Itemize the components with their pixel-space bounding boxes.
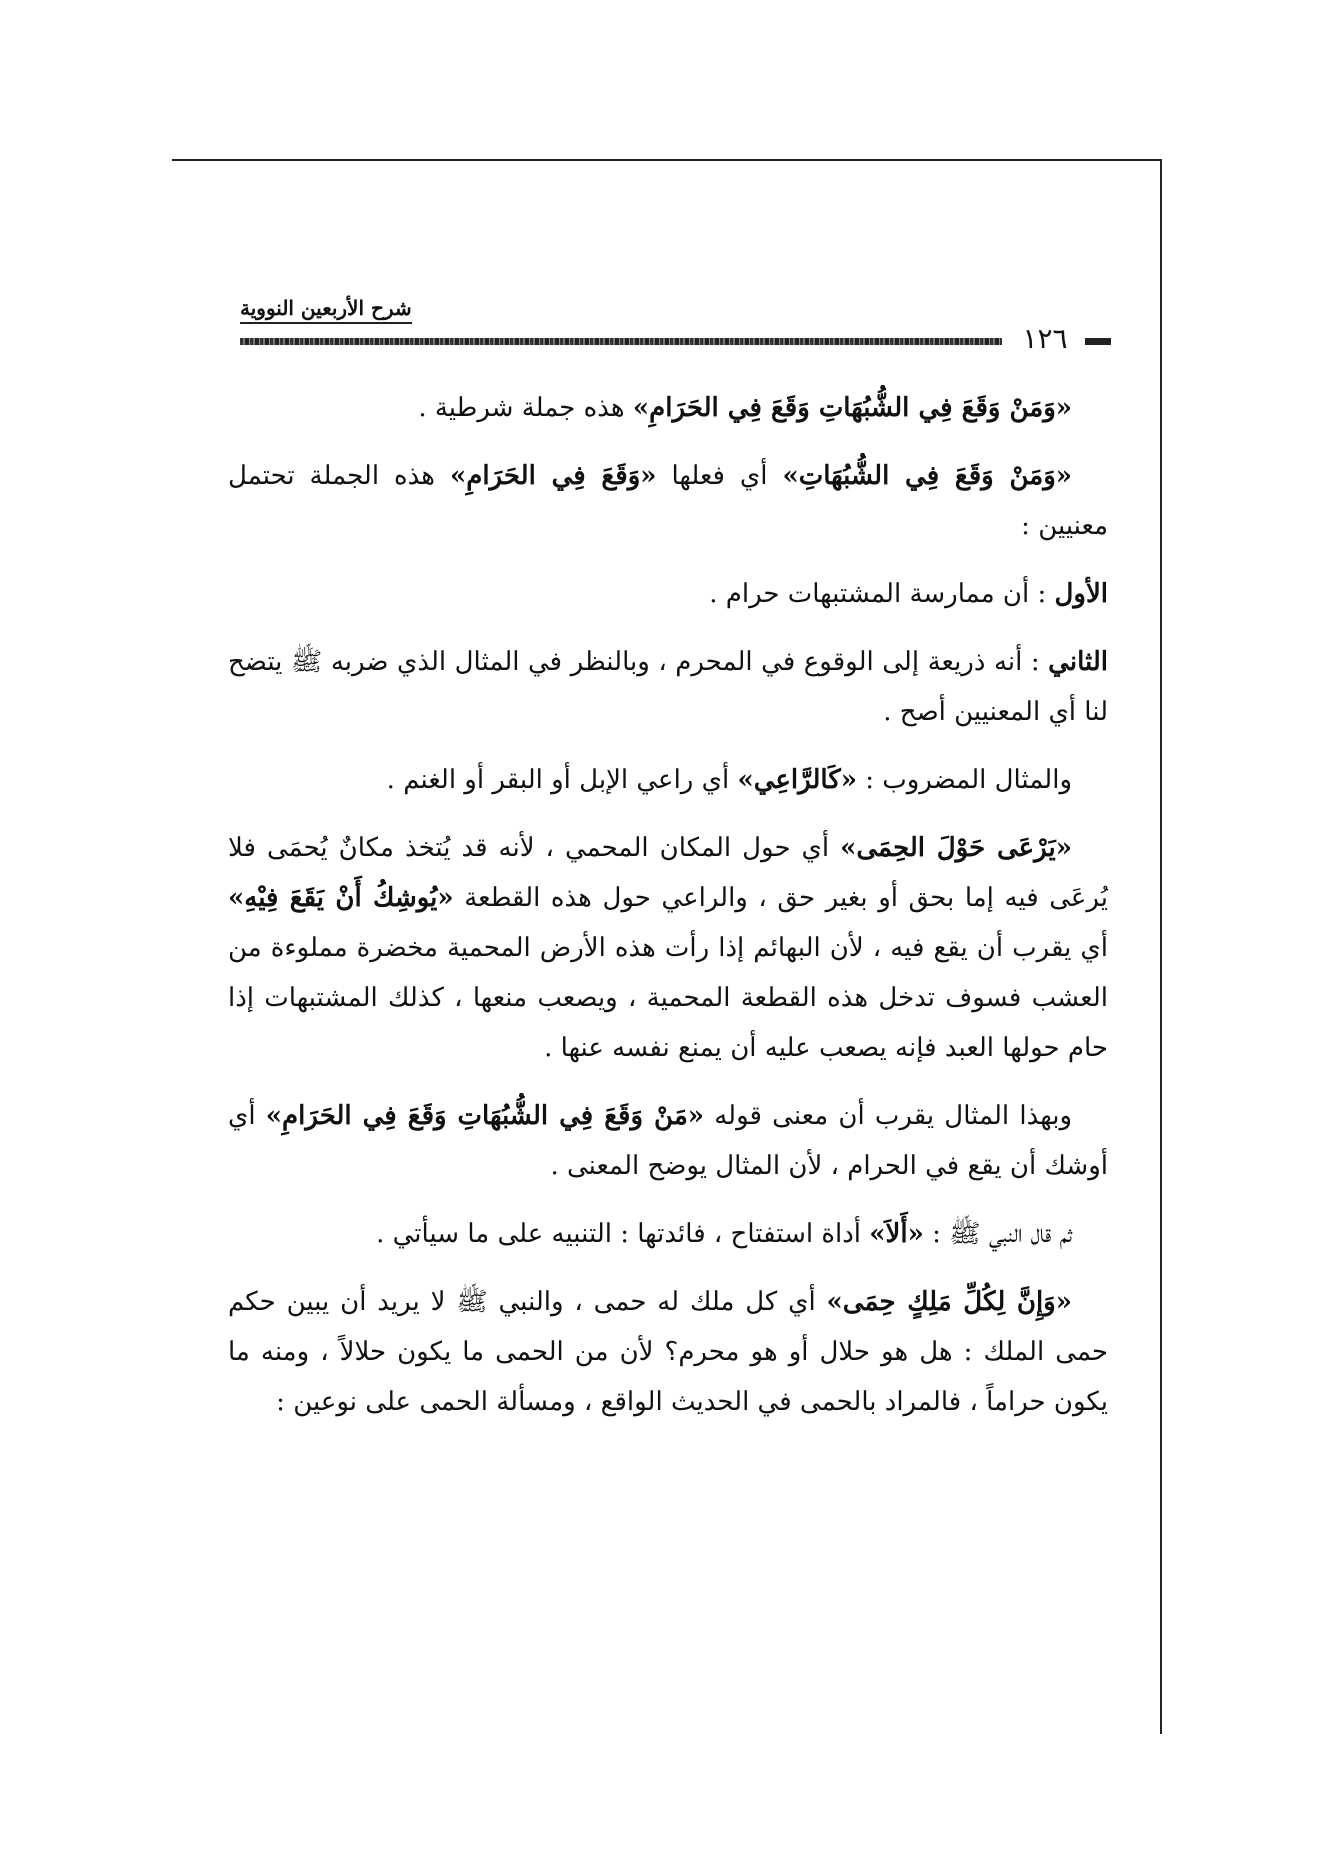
- paragraph: [228, 569, 1108, 619]
- body-text: [228, 383, 1108, 1445]
- commentary-text: أي راعي الإبل أو البقر أو الغنم .: [386, 765, 738, 795]
- running-header: [240, 296, 1110, 356]
- commentary-text: أي أوشك أن يقع في الحرام ، لأن المثال يوضح المعنى .: [228, 1101, 1108, 1181]
- paragraph: [228, 1277, 1108, 1427]
- hadith-quote: «أَلاَ»: [869, 1219, 924, 1249]
- commentary-text: أي فعلها: [656, 461, 783, 491]
- hadith-quote: «كَالرَّاعِي»: [737, 765, 857, 795]
- page-border-right: [1160, 159, 1162, 1734]
- commentary-text: هذه الجملة تحتمل معنيين :: [228, 461, 1108, 541]
- hadith-quote: «يَرْعَى حَوْلَ الحِمَى»: [840, 833, 1072, 863]
- page-border-top: [172, 159, 1162, 161]
- page-number: ١٢٦: [1022, 322, 1068, 355]
- commentary-text: أي حول المكان المحمي ، لأنه قد يُتخذ مكانٌ يُحمَى فلا يُرعَى فيه إما بحق أو بغير حق ، والراعي حول هذه القطعة: [228, 833, 1108, 913]
- hadith-quote: الثاني: [1048, 647, 1108, 677]
- hadith-quote: الأول: [1054, 579, 1108, 609]
- commentary-text: : أنه ذريعة إلى الوقوع في المحرم ، وبالنظر في المثال الذي ضربه ﷺ يتضح لنا أي المعنيين أصح .: [228, 647, 1108, 727]
- paragraph: [228, 755, 1108, 805]
- paragraph: [228, 383, 1108, 433]
- hadith-quote: «يُوشِكُ أَنْ يَقَعَ فِيْهِ»: [228, 883, 454, 913]
- paragraph: [228, 1209, 1108, 1259]
- commentary-text: أداة استفتاح ، فائدتها : التنبيه على ما سيأتي .: [376, 1219, 870, 1249]
- commentary-text: أي يقرب أن يقع فيه ، لأن البهائم إذا رأت هذه الأرض المحمية مخضرة مملوءة من العشب فسوف تدخل هذه القطعة المحمية ، ويصعب منعها ، كذلك المشتبهات إذا حام حولها العبد فإنه يصعب عليه أن يمنع نفسه عنها .: [228, 933, 1108, 1063]
- commentary-text: : أن ممارسة المشتبهات حرام .: [709, 579, 1055, 609]
- hadith-quote: «وَمَنْ وَقَعَ فِي الشُّبُهَاتِ»: [782, 461, 1073, 491]
- hadith-quote: «مَنْ وَقَعَ فِي الشُّبُهَاتِ وَقَعَ فِي الحَرَامِ»: [265, 1101, 705, 1131]
- paragraph: [228, 1091, 1108, 1191]
- header-rule: [240, 338, 1002, 345]
- book-title: شرح الأربعين النووية: [240, 296, 412, 324]
- commentary-text: وبهذا المثال يقرب أن معنى قوله: [704, 1101, 1072, 1131]
- commentary-text: ثم قال النبي ﷺ :: [923, 1219, 1072, 1249]
- commentary-text: والمثال المضروب :: [856, 765, 1072, 795]
- paragraph: [228, 823, 1108, 1073]
- paragraph: [228, 637, 1108, 737]
- hadith-quote: «وَقَعَ فِي الحَرَامِ»: [449, 461, 657, 491]
- hadith-quote: «وَإِنَّ لِكُلِّ مَلِكٍ حِمَى»: [826, 1287, 1072, 1317]
- commentary-text: أي كل ملك له حمى ، والنبي ﷺ لا يريد أن يبين حكم حمى الملك : هل هو حلال أو هو محرم؟ لأن من الحمى ما يكون حلالاً ، ومنه ما يكون حراماً ، فالمراد بالحمى في الحديث الواقع ، ومسألة الحمى على نوعين :: [228, 1287, 1108, 1417]
- hadith-quote: «وَمَنْ وَقَعَ فِي الشُّبُهَاتِ وَقَعَ فِي الحَرَامِ»: [632, 393, 1072, 423]
- header-rule-end: [1085, 338, 1111, 345]
- paragraph: [228, 451, 1108, 551]
- commentary-text: هذه جملة شرطية .: [418, 393, 633, 423]
